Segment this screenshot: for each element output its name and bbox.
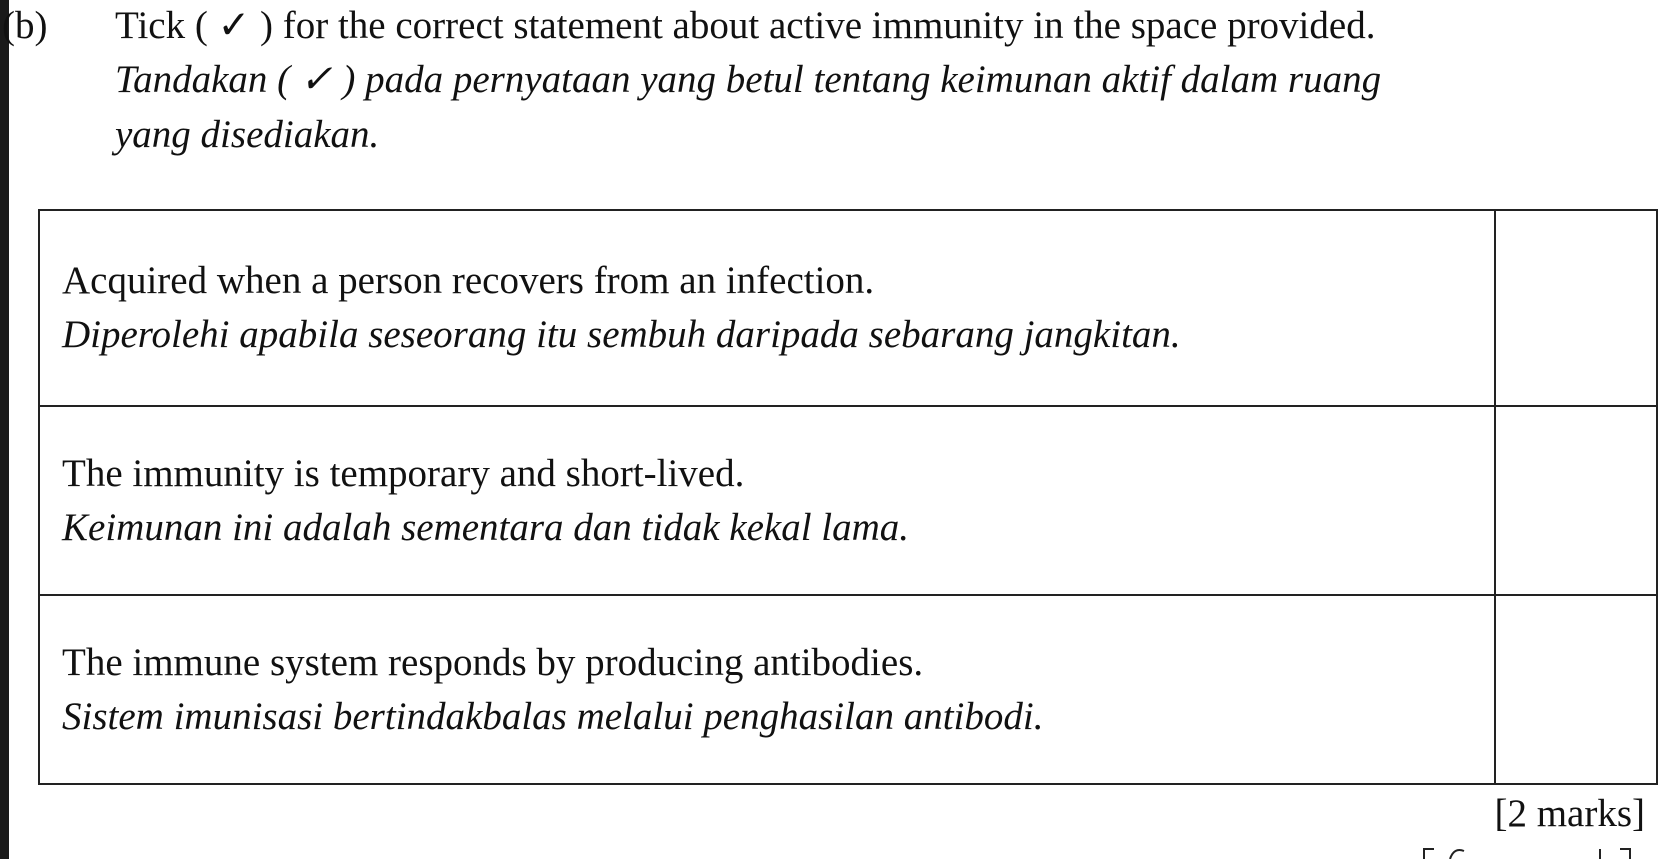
instruction-malay-line-2: yang disediakan.: [115, 113, 380, 156]
tick-box-1[interactable]: [1495, 210, 1657, 406]
tick-box-2[interactable]: [1495, 406, 1657, 595]
instruction-english: Tick ( ✓ ) for the correct statement about active immunity in the space provided.: [115, 4, 1376, 47]
instruction-malay-line-1: Tandakan ( ✓ ) pada pernyataan yang betul tentang keimunan aktif dalam ruang: [115, 58, 1382, 101]
statement-malay: Diperolehi apabila seseorang itu sembuh daripada sebarang jangkitan.: [62, 313, 1181, 356]
statement-malay: Sistem imunisasi bertindakbalas melalui penghasilan antibodi.: [62, 694, 1044, 738]
question-label: (b): [2, 4, 48, 47]
instruction-malay: [115, 52, 1615, 162]
table-row: [39, 595, 1657, 784]
cropped-text-fragment: [1420, 845, 1640, 859]
statement-cell: [39, 406, 1495, 595]
statement-english: Acquired when a person recovers from an infection.: [62, 259, 875, 302]
tick-box-3[interactable]: [1495, 595, 1657, 784]
statement-english: The immune system responds by producing antibodies.: [62, 640, 924, 684]
table-row: [39, 406, 1657, 595]
statement-cell: [39, 595, 1495, 784]
page-edge-shadow: [0, 0, 9, 859]
statement-malay: Keimunan ini adalah sementara dan tidak kekal lama.: [62, 505, 910, 549]
question-instruction: [115, 2, 1655, 162]
marks-allocation: [2 marks]: [1494, 792, 1645, 835]
table-row: [39, 210, 1657, 406]
statement-cell: [39, 210, 1495, 406]
statement-english: The immunity is temporary and short-lived.: [62, 451, 745, 495]
statement-table: [38, 209, 1658, 785]
